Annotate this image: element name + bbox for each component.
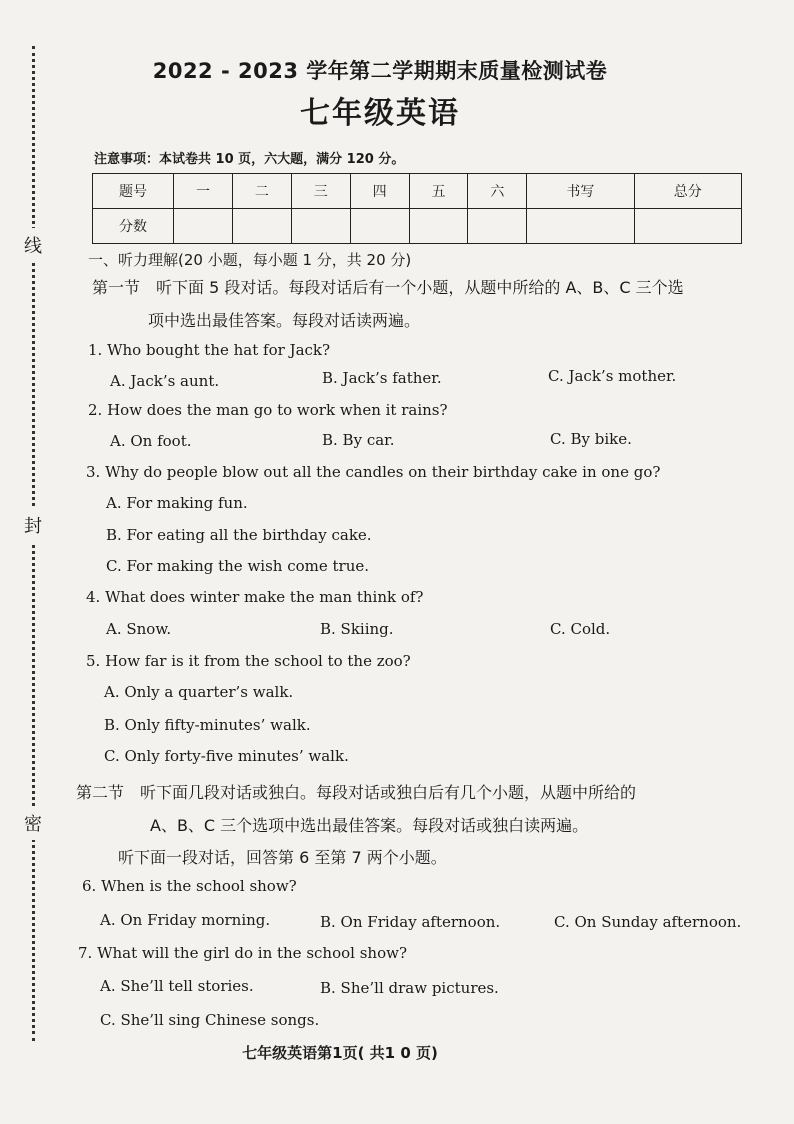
score-cell: 总分 — [634, 174, 741, 209]
question-6-option-c[interactable]: C. On Sunday afternoon. — [554, 913, 742, 931]
question-5-option-b[interactable]: B. Only fifty-minutes’ walk. — [104, 716, 311, 734]
score-blank-cell[interactable] — [634, 209, 741, 244]
score-cell: 四 — [350, 174, 409, 209]
score-row-label: 分数 — [93, 209, 174, 244]
binding-char-feng: 封 — [22, 508, 44, 542]
score-cell: 一 — [174, 174, 233, 209]
binding-char-mi: 密 — [22, 806, 44, 840]
question-7-option-a[interactable]: A. She’ll tell stories. — [100, 977, 254, 995]
score-cell: 六 — [468, 174, 527, 209]
binding-dotted-line — [32, 46, 35, 1041]
score-blank-cell[interactable] — [232, 209, 291, 244]
score-blank-cell[interactable] — [527, 209, 634, 244]
score-blank-cell[interactable] — [291, 209, 350, 244]
score-blank-cell[interactable] — [174, 209, 233, 244]
section1-instruction-line1: 第一节 听下面 5 段对话。每段对话后有一个小题，从题中所给的 A、B、C 三个选 — [92, 278, 684, 297]
question-2-option-a[interactable]: A. On foot. — [110, 432, 192, 450]
score-cell: 题号 — [93, 174, 174, 209]
question-6-option-b[interactable]: B. On Friday afternoon. — [320, 913, 501, 931]
score-blank-cell[interactable] — [350, 209, 409, 244]
exam-header-title: 2022 - 2023 学年第二学期期末质量检测试卷 — [152, 59, 608, 83]
exam-notice: 注意事项：本试卷共 10 页，六大题，满分 120 分。 — [94, 152, 405, 167]
question-2-stem: 2. How does the man go to work when it rains? — [88, 401, 448, 419]
question-7-option-c[interactable]: C. She’ll sing Chinese songs. — [100, 1011, 320, 1029]
question-2-option-c[interactable]: C. By bike. — [550, 430, 632, 448]
score-cell: 书写 — [527, 174, 634, 209]
question-6-option-a[interactable]: A. On Friday morning. — [100, 911, 271, 929]
question-1-option-b[interactable]: B. Jack’s father. — [322, 369, 442, 387]
question-7-stem: 7. What will the girl do in the school show? — [78, 944, 407, 962]
section2-instruction-line2: A、B、C 三个选项中选出最佳答案。每段对话或独白读两遍。 — [150, 816, 589, 835]
score-blank-cell[interactable] — [409, 209, 468, 244]
page-footer: 七年级英语第1页( 共1 0 页) — [242, 1044, 438, 1062]
question-3-stem: 3. Why do people blow out all the candles on their birthday cake in one go? — [86, 463, 661, 481]
score-cell: 二 — [232, 174, 291, 209]
question-3-option-c[interactable]: C. For making the wish come true. — [106, 557, 370, 575]
question-5-option-c[interactable]: C. Only forty-five minutes’ walk. — [104, 747, 349, 765]
question-4-option-b[interactable]: B. Skiing. — [320, 620, 394, 638]
dialogue-note: 听下面一段对话，回答第 6 至第 7 两个小题。 — [118, 848, 447, 867]
question-2-option-b[interactable]: B. By car. — [322, 431, 395, 449]
question-4-option-c[interactable]: C. Cold. — [550, 620, 611, 638]
binding-char-xian: 线 — [22, 228, 44, 262]
question-4-stem: 4. What does winter make the man think of? — [86, 588, 424, 606]
question-3-option-b[interactable]: B. For eating all the birthday cake. — [106, 526, 372, 544]
section2-instruction-line1: 第二节 听下面几段对话或独白。每段对话或独白后有几个小题，从题中所给的 — [76, 783, 637, 802]
section1-instruction-line2: 项中选出最佳答案。每段对话读两遍。 — [148, 311, 421, 330]
question-3-option-a[interactable]: A. For making fun. — [106, 494, 248, 512]
question-4-option-a[interactable]: A. Snow. — [106, 620, 172, 638]
score-blank-cell[interactable] — [468, 209, 527, 244]
question-1-option-c[interactable]: C. Jack’s mother. — [548, 367, 677, 385]
question-1-option-a[interactable]: A. Jack’s aunt. — [110, 372, 220, 390]
score-cell: 三 — [291, 174, 350, 209]
question-5-option-a[interactable]: A. Only a quarter’s walk. — [104, 683, 294, 701]
score-cell: 五 — [409, 174, 468, 209]
question-7-option-b[interactable]: B. She’ll draw pictures. — [320, 979, 499, 997]
question-5-stem: 5. How far is it from the school to the zoo? — [86, 652, 411, 670]
part1-title: 一、听力理解(20 小题，每小题 1 分，共 20 分) — [88, 251, 412, 269]
score-table-score-row — [93, 209, 742, 244]
score-table — [92, 173, 742, 244]
score-table-header-row — [93, 174, 742, 209]
exam-subject-title: 七年级英语 — [300, 96, 460, 131]
question-6-stem: 6. When is the school show? — [82, 877, 297, 895]
question-1-stem: 1. Who bought the hat for Jack? — [88, 341, 331, 359]
